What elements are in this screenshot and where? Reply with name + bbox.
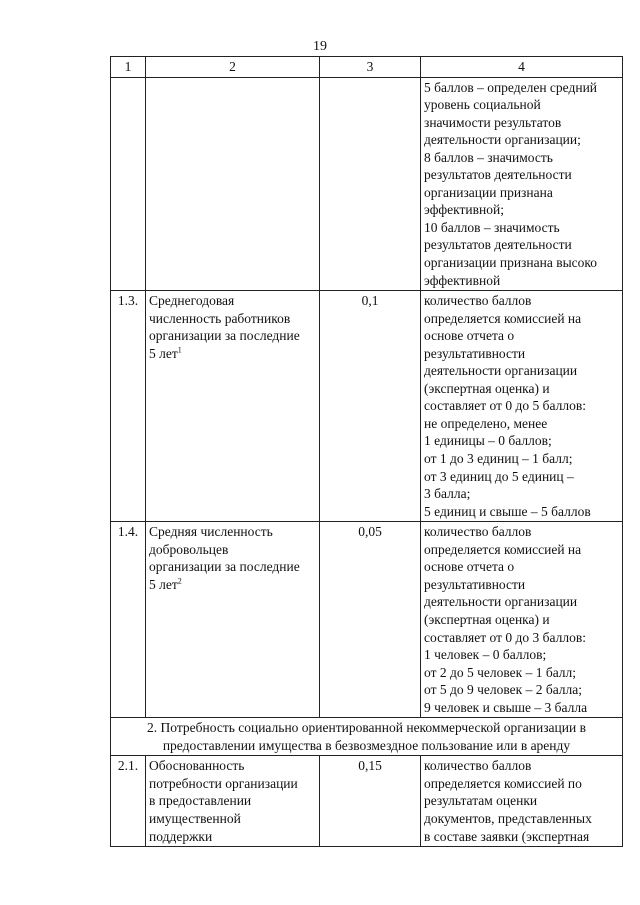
cell-weight: 0,05 <box>320 522 421 718</box>
name-line: организации за последние <box>149 328 300 344</box>
cell-criteria <box>421 77 623 291</box>
criteria-line: (экспертная оценка) и <box>424 380 550 396</box>
table-row-continuation <box>111 77 623 291</box>
criteria-line: деятельности организации; <box>424 132 581 148</box>
criteria-line: определяется комиссией по <box>424 775 582 791</box>
criteria-line: от 1 до 3 единиц – 1 балл; <box>424 451 573 467</box>
criteria-line: эффективной; <box>424 202 504 218</box>
criteria-line: организации признана высоко <box>424 255 598 271</box>
criteria-line: организации признана <box>424 184 553 200</box>
cell-name <box>146 291 320 522</box>
cell-weight: 0,15 <box>320 756 421 847</box>
header-col-2: 2 <box>146 57 320 78</box>
name-text: 5 лет <box>149 345 178 361</box>
criteria-line: количество баллов <box>424 758 532 774</box>
criteria-line: значимости результатов <box>424 114 562 130</box>
criteria-line: эффективной <box>424 272 501 288</box>
name-line: потребности организации <box>149 775 298 791</box>
criteria-line: составляет от 0 до 5 баллов: <box>424 398 586 414</box>
criteria-line: деятельности организации <box>424 363 578 379</box>
criteria-line: от 5 до 9 человек – 2 балла; <box>424 682 583 698</box>
criteria-line: (экспертная оценка) и <box>424 611 550 627</box>
table-row-1-3 <box>111 291 623 522</box>
criteria-line: от 3 единиц до 5 единиц – <box>424 468 574 484</box>
name-line: поддержки <box>149 828 213 844</box>
section-heading <box>111 718 623 756</box>
name-line: Обоснованность <box>149 758 245 774</box>
cell-criteria <box>421 522 623 718</box>
name-line: имущественной <box>149 810 241 826</box>
criteria-line: количество баллов <box>424 524 532 540</box>
criteria-line: результативности <box>424 345 526 361</box>
criteria-line: в составе заявки (экспертная <box>424 828 590 844</box>
name-line-last <box>149 345 316 363</box>
criteria-line: результативности <box>424 576 526 592</box>
criteria-line: основе отчета о <box>424 328 515 344</box>
name-text: 5 лет <box>149 576 178 592</box>
cell-weight <box>320 77 421 291</box>
header-col-4: 4 <box>421 57 623 78</box>
name-line-last <box>149 576 316 594</box>
criteria-line: 10 баллов – значимость <box>424 219 560 235</box>
header-col-3: 3 <box>320 57 421 78</box>
criteria-line: 5 баллов – определен средний <box>424 79 598 95</box>
criteria-line: 9 человек и свыше – 3 балла <box>424 699 588 715</box>
name-line: численность работников <box>149 310 291 326</box>
header-col-1: 1 <box>111 57 146 78</box>
criteria-line: 1 единицы – 0 баллов; <box>424 433 552 449</box>
criteria-line: основе отчета о <box>424 559 515 575</box>
cell-weight: 0,1 <box>320 291 421 522</box>
cell-num <box>111 77 146 291</box>
criteria-line: составляет от 0 до 3 баллов: <box>424 629 586 645</box>
page-number: 19 <box>313 39 327 54</box>
section-heading-line: 2. Потребность социально ориентированной некоммерческой организации в <box>147 720 586 736</box>
section-heading-line: предоставлении имущества в безвозмездное пользование или в аренду <box>162 737 571 753</box>
criteria-line: 3 балла; <box>424 486 471 502</box>
criteria-line: определяется комиссией на <box>424 310 582 326</box>
name-line: добровольцев <box>149 541 229 557</box>
name-line: в предоставлении <box>149 793 252 809</box>
criteria-table <box>110 56 623 847</box>
table-header-row <box>111 57 623 78</box>
criteria-line: результатам оценки <box>424 793 538 809</box>
table-row-1-4 <box>111 522 623 718</box>
name-line: Среднегодовая <box>149 293 235 309</box>
cell-num: 1.4. <box>111 522 146 718</box>
criteria-line: документов, представленных <box>424 810 592 826</box>
criteria-line: уровень социальной <box>424 97 541 113</box>
cell-criteria <box>421 291 623 522</box>
name-line: Средняя численность <box>149 524 273 540</box>
criteria-line: от 2 до 5 человек – 1 балл; <box>424 664 577 680</box>
cell-name <box>146 522 320 718</box>
cell-criteria <box>421 756 623 847</box>
table-row-2-1 <box>111 756 623 847</box>
criteria-line: определяется комиссией на <box>424 541 582 557</box>
criteria-line: не определено, менее <box>424 415 548 431</box>
name-line: организации за последние <box>149 559 300 575</box>
footnote-ref: 1 <box>177 345 182 355</box>
cell-num: 2.1. <box>111 756 146 847</box>
criteria-line: результатов деятельности <box>424 237 572 253</box>
cell-name <box>146 756 320 847</box>
criteria-line: результатов деятельности <box>424 167 572 183</box>
cell-num: 1.3. <box>111 291 146 522</box>
criteria-line: количество баллов <box>424 293 532 309</box>
section-row-2 <box>111 718 623 756</box>
criteria-line: 1 человек – 0 баллов; <box>424 647 547 663</box>
cell-name <box>146 77 320 291</box>
criteria-line: деятельности организации <box>424 594 578 610</box>
criteria-line: 8 баллов – значимость <box>424 149 553 165</box>
criteria-line: 5 единиц и свыше – 5 баллов <box>424 503 591 519</box>
footnote-ref: 2 <box>177 576 182 586</box>
